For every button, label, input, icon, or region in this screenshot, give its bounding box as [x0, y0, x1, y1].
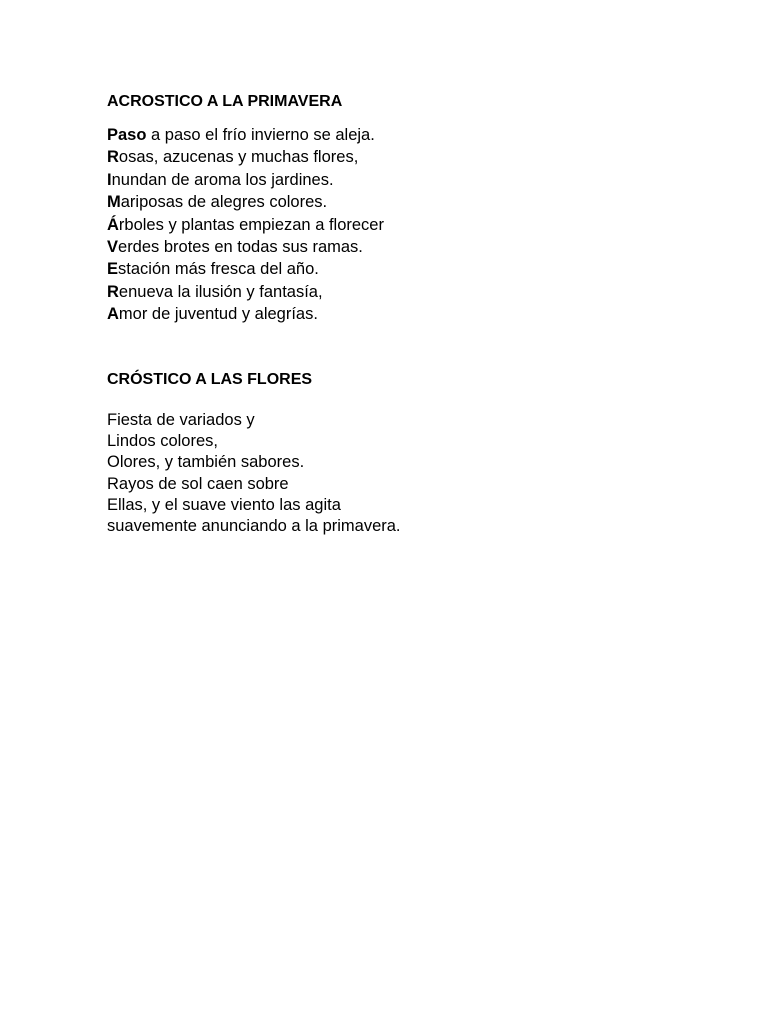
poem-line	[107, 191, 384, 213]
poem-line-text: a paso el frío invierno se aleja.	[146, 126, 375, 144]
acrostic-letter: M	[107, 193, 121, 212]
acrostic-letter: R	[107, 282, 119, 301]
poem-line	[107, 303, 384, 325]
poem-title-flores: CRÓSTICO A LAS FLORES	[107, 371, 313, 388]
poem-line	[107, 214, 384, 236]
poem-line-text: enueva la ilusión y fantasía,	[118, 282, 323, 301]
poem-line: Ellas, y el suave viento las agita	[107, 495, 341, 514]
poem-line	[107, 258, 384, 280]
acrostic-letter: E	[107, 260, 119, 279]
poem-title-primavera: ACROSTICO A LA PRIMAVERA	[107, 93, 343, 110]
poem-line-text: nundan de aroma los jardines.	[111, 170, 334, 189]
poem-line: Lindos colores,	[107, 432, 218, 451]
poem-line	[107, 169, 384, 191]
poem-line: Fiesta de variados y	[107, 411, 255, 429]
poem-line: Olores, y también sabores.	[107, 453, 305, 472]
poem-line-text: stación más fresca del año.	[118, 260, 319, 279]
poem-line-text: erdes brotes en todas sus ramas.	[118, 237, 363, 256]
poem-line	[107, 124, 384, 146]
poem-flores	[107, 410, 401, 537]
poem-line	[107, 146, 384, 168]
acrostic-letter: V	[107, 237, 119, 256]
poem-line: Rayos de sol caen sobre	[107, 474, 289, 493]
poem-line-text: ariposas de alegres colores.	[120, 193, 328, 212]
poem-line-text: osas, azucenas y muchas flores,	[118, 148, 359, 167]
acrostic-letter: Paso	[107, 126, 147, 144]
poem-line: suavemente anunciando a la primavera.	[107, 516, 401, 535]
poem-primavera	[107, 124, 384, 326]
poem-line	[107, 281, 384, 303]
acrostic-letter: I	[107, 170, 112, 189]
acrostic-letter: R	[107, 148, 119, 167]
poem-line-text: rboles y plantas empiezan a florecer	[118, 215, 384, 234]
poem-line	[107, 236, 384, 258]
acrostic-letter: Á	[107, 215, 119, 234]
poem-line-text: mor de juventud y alegrías.	[118, 305, 318, 324]
acrostic-letter: A	[107, 305, 119, 324]
